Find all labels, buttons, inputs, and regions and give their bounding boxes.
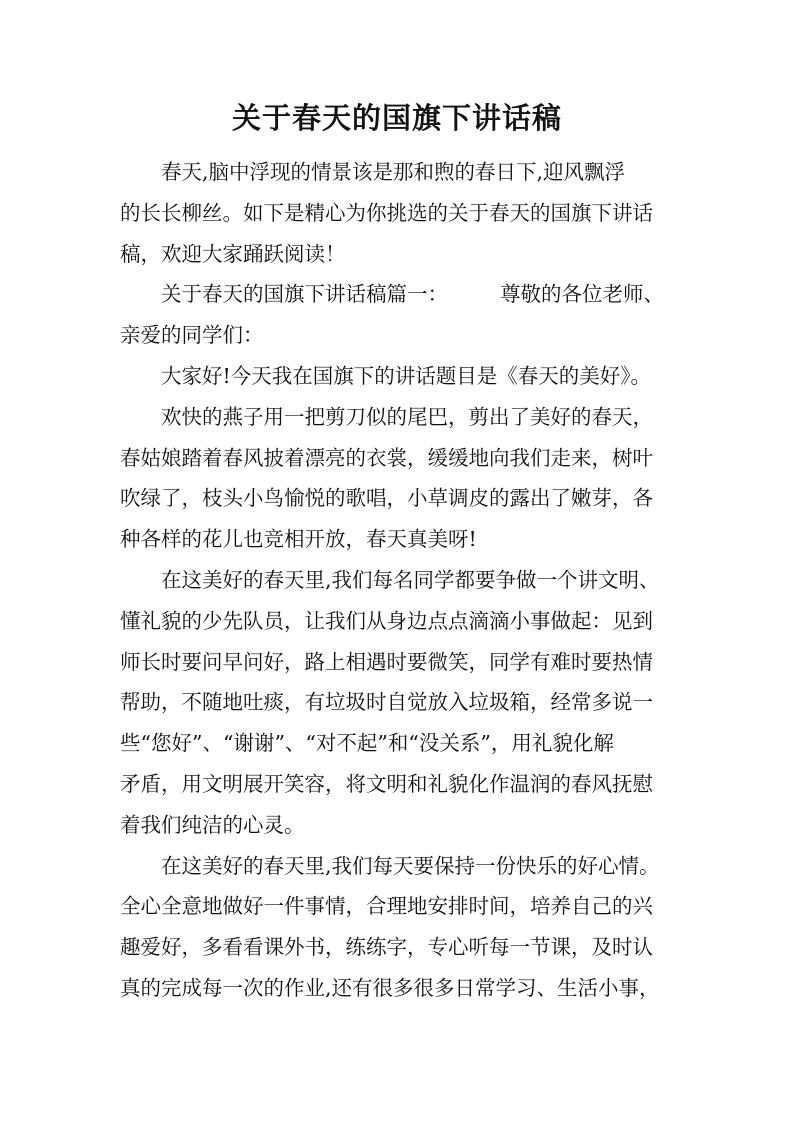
- document-body: [120, 152, 676, 1009]
- document-title: 关于春天的国旗下讲话稿: [231, 101, 562, 135]
- text-line: 趣爱好，多看看课外书，练练字，专心听每一节课，及时认: [120, 935, 653, 960]
- text-line: [120, 274, 676, 315]
- text-line: 欢快的燕子用一把剪刀似的尾巴，剪出了美好的春天，: [161, 404, 653, 429]
- text-line: 稿，欢迎大家踊跃阅读！: [120, 241, 346, 266]
- text-line: 真的完成每一次的作业,还有很多很多日常学习、生活小事，: [120, 975, 660, 1000]
- text-line: 全心全意地做好一件事情，合理地安排时间，培养自己的兴: [120, 894, 653, 919]
- civility-paragraph: [120, 560, 676, 846]
- spring-paragraph: [120, 397, 676, 560]
- text-line: 种各样的花儿也竞相开放，春天真美呀!: [120, 527, 477, 552]
- text-line: 着我们纯洁的心灵。: [120, 812, 305, 837]
- text-line: 在这美好的春天里,我们每名同学都要争做一个讲文明、: [161, 567, 660, 592]
- text-line: 矛盾，用文明展开笑容，将文明和礼貌化作温润的春风抚慰: [120, 771, 653, 796]
- text-line: 春姑娘踏着春风披着漂亮的衣裳，缓缓地向我们走来，树叶: [120, 445, 653, 470]
- text-line: 懂礼貌的少先队员，让我们从身边点点滴滴小事做起：见到: [120, 608, 653, 633]
- text-line: 些“您好”、“谢谢”、“对不起”和“没关系”，用礼貌化解: [120, 731, 614, 756]
- text-line: 师长时要问早问好，路上相遇时要微笑，同学有难时要热情: [120, 649, 653, 674]
- greeting-paragraph: [120, 356, 676, 397]
- text-line: 春天,脑中浮现的情景该是那和煦的春日下,迎风飘浮: [161, 160, 626, 184]
- happiness-paragraph: [120, 846, 676, 1009]
- salutation-continued: 亲爱的同学们：: [120, 323, 264, 348]
- text-line: 吹绿了，枝头小鸟愉悦的歌唱，小草调皮的露出了嫩芽，各: [120, 486, 653, 511]
- salutation: 尊敬的各位老师、: [500, 282, 664, 307]
- section-heading: 关于春天的国旗下讲话稿篇一：: [161, 282, 448, 307]
- text-line: 在这美好的春天里,我们每天要保持一份快乐的好心情。: [161, 853, 660, 878]
- intro-paragraph: [120, 152, 676, 274]
- section-heading-paragraph: [120, 274, 676, 356]
- text-line: 的长长柳丝。如下是精心为你挑选的关于春天的国旗下讲话: [120, 200, 653, 225]
- text-line: 大家好!今天我在国旗下的讲话题目是《春天的美好》。: [161, 363, 651, 388]
- text-line: 帮助，不随地吐痰，有垃圾时自觉放入垃圾箱，经常多说一: [120, 690, 653, 715]
